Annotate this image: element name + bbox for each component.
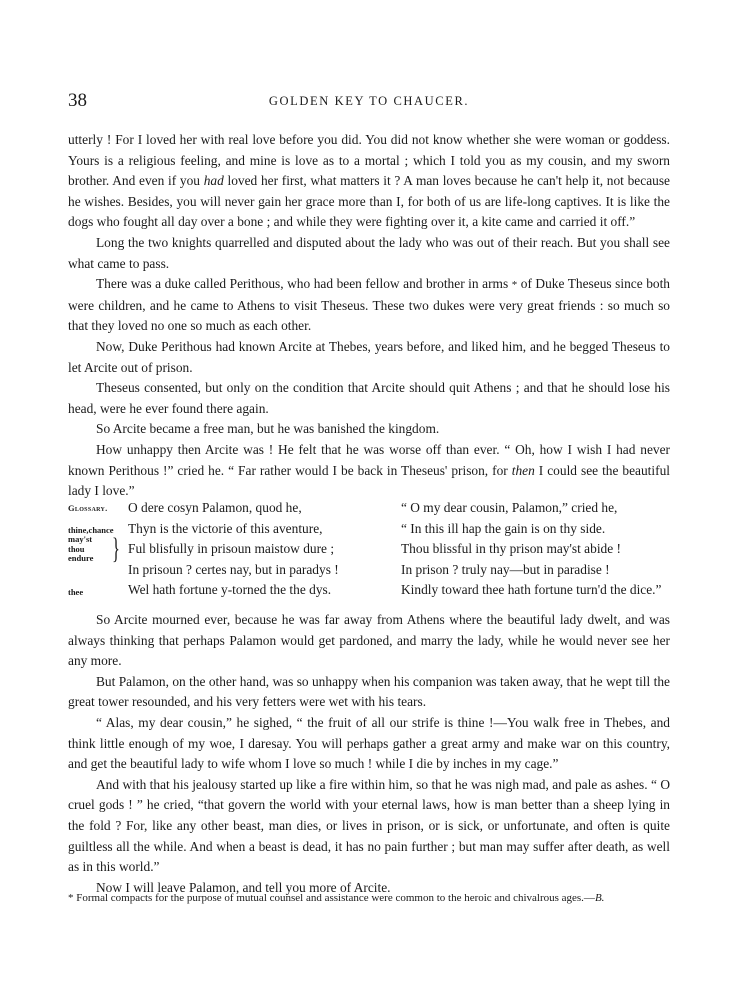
gloss-line-3-b: thou	[68, 543, 85, 554]
body-text-top	[68, 130, 670, 502]
paragraph-6: So Arcite became a free man, but he was banished the kingdom.	[96, 421, 440, 437]
verse-modern-3: Thou blissful in thy prison may'st abide !	[401, 541, 621, 557]
paragraph-3-text-a: There was a duke called Perithous, who had been fellow and brother in arms	[96, 276, 509, 292]
paragraph-7-text-a: How unhappy then Arcite was ! He felt that he was worse off than ever. “ Oh, how I wish I had never known Perithous !” cried he. “ Far rather would I be back in Theseus' prison, for	[68, 441, 670, 478]
body-text-bottom	[68, 610, 670, 898]
gloss-line-5: thee	[68, 587, 84, 598]
paragraph-7-text-b: I could see the beautiful lady I love.”	[68, 462, 671, 499]
footnote-signature: B.	[594, 892, 605, 904]
verse-line-5	[68, 580, 670, 601]
paragraph-11: And with that his jealousy started up like a fire within him, so that he was nigh mad, and pale as ashes. “ O cruel gods ! ” he cried, “that govern the world with your eternal laws, how is man better than a sheep lying in the fold ? For, like any other beast, man dies, or lives in prison, or is sick, or unfortunate, and often is quite guiltless all the while. And when a beast is dead, it has no pain further ; but man may suffer after death, as well as in this world.”	[68, 776, 670, 875]
paragraph-1-text-b: loved her first, what matters it ? A man loves because he can't help it, not because he wishes. Besides, you will never gain her grace more than I, for both of us are life-long captives. It is like the dogs who fought all day over a bone ; and while they were fighting over it, a kite came and carried it off.”	[68, 173, 670, 230]
paragraph-3-text-b: of Duke Theseus since both were children, and he came to Athens to visit Theseus. These two dukes were very great friends : so much so that they loved no one so much as each other.	[68, 276, 670, 334]
verse-line-4	[68, 560, 670, 581]
verse-block	[68, 498, 670, 601]
verse-modern-5: Kindly toward thee hath fortune turn'd the dice.”	[401, 582, 662, 598]
paragraph-3	[68, 274, 670, 337]
verse-modern-2: “ In this ill hap the gain is on thy side.	[401, 520, 606, 536]
verse-original-1: O dere cosyn Palamon, quod he,	[128, 500, 302, 515]
paragraph-2: Long the two knights quarrelled and disputed about the lady who was out of their reach. But you shall see what came to pass.	[68, 234, 670, 271]
footnote	[68, 890, 670, 906]
footnote-marker-bottom: *	[68, 892, 74, 904]
verse-original-4: In prisoun ? certes nay, but in paradys !	[128, 561, 339, 577]
footnote-text: Formal compacts for the purpose of mutual counsel and assistance were common to the heroic and chivalrous ages.—	[76, 892, 595, 904]
paragraph-1-text-a: utterly ! For I loved her with real love before you did. You did not know whether she were woman or goddess. Yours is a religious feeling, and mine is love as to a mortal ; which I told you as my cousin, and my sworn brother. And even if you	[68, 132, 670, 189]
paragraph-8: So Arcite mourned ever, because he was far away from Athens where the beautiful lady dwelt, and was always thinking that perhaps Palamon would get pardoned, and marry the lady, while he would never see her any more.	[68, 612, 670, 669]
page-number: 38	[68, 90, 87, 111]
verse-original-5: Wel hath fortune y-torned the the dys.	[128, 582, 332, 598]
verse-original-2: Thyn is the victorie of this aventure,	[128, 520, 323, 536]
footnote-marker: *	[511, 279, 518, 292]
gloss-brace: }	[112, 532, 120, 566]
paragraph-7-emphasis: then	[511, 462, 535, 478]
paragraph-1	[68, 130, 670, 233]
page-header	[68, 90, 670, 114]
glossary-label: Glossary.	[68, 503, 108, 513]
paragraph-1-emphasis: had	[203, 173, 224, 189]
paragraph-4: Now, Duke Perithous had known Arcite at Thebes, years before, and liked him, and he begged Theseus to let Arcite out of prison.	[68, 338, 670, 375]
verse-line-2	[68, 519, 670, 540]
paragraph-12: Now I will leave Palamon, and tell you more of Arcite.	[96, 879, 391, 895]
verse-line-1	[68, 498, 670, 519]
gloss-line-2: thine,chance	[68, 524, 114, 535]
paragraph-9: But Palamon, on the other hand, was so unhappy when his companion was taken away, that he wept till the great tower resounded, and his very fetters were wet with his tears.	[68, 673, 670, 710]
running-title: GOLDEN KEY TO CHAUCER.	[268, 94, 470, 108]
verse-line-3	[68, 532, 670, 566]
paragraph-10: “ Alas, my dear cousin,” he sighed, “ the fruit of all our strife is thine !—You walk free in Thebes, and think little enough of my woe, I daresay. You will perhaps gather a great army and make war on this country, and get the beautiful lady to wife whom I love so much ! while I die by inches in my cage.”	[68, 714, 670, 772]
verse-modern-4: In prison ? truly nay—but in paradise !	[401, 561, 610, 577]
paragraph-5: Theseus consented, but only on the condition that Arcite should quit Athens ; and that he should lose his head, were he ever found there again.	[68, 380, 670, 416]
verse-original-3: Ful blisfully in prisoun maistow dure ;	[128, 541, 335, 557]
paragraph-7	[68, 440, 670, 502]
gloss-line-3-c: endure	[68, 553, 94, 563]
verse-modern-1: “ O my dear cousin, Palamon,” cried he,	[401, 500, 618, 515]
gloss-line-3-a: may'st	[68, 534, 93, 545]
